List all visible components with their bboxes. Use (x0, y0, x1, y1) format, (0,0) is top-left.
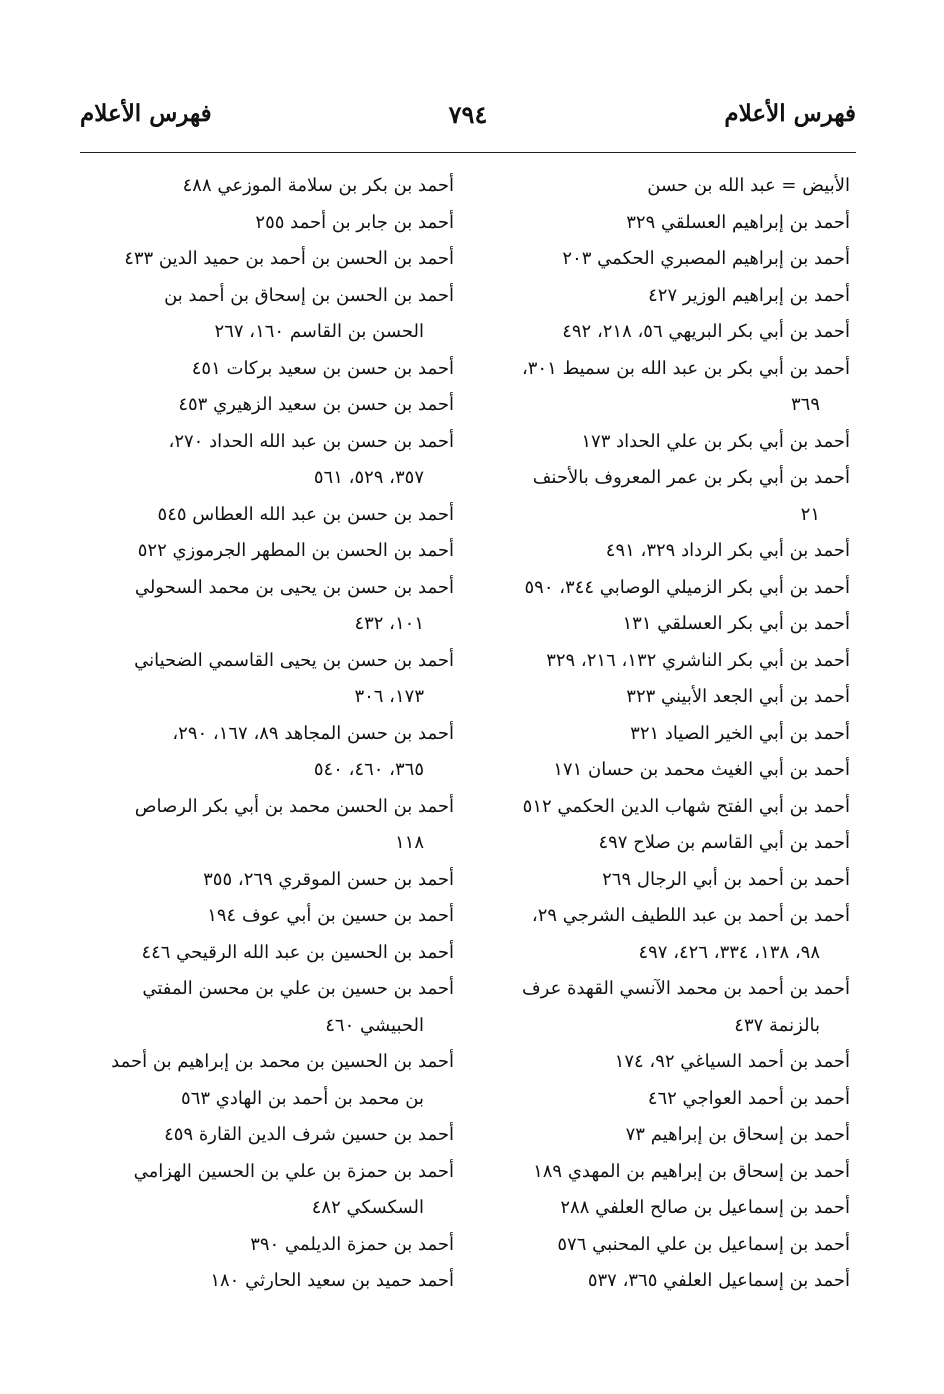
index-entry: أحمد بن حسن المجاهد ٨٩، ١٦٧، ٢٩٠، (172, 722, 454, 744)
index-entry-continuation: الحسن بن القاسم ١٦٠، ٢٦٧ (214, 321, 424, 342)
index-entry: أحمد بن أبي الغيث محمد بن حسان ١٧١ (553, 759, 850, 780)
index-entry: أحمد بن إسحاق بن إبراهيم بن المهدي ١٨٩ (533, 1160, 850, 1182)
index-entry-continuation: ٣٦٩ (790, 394, 820, 415)
index-entry: أحمد بن حسن بن يحيى القاسمي الضحياني (134, 649, 454, 671)
page-header (80, 100, 856, 144)
index-entry: أحمد بن الحسن بن المطهر الجرموزي ٥٢٢ (137, 540, 454, 561)
index-entry: أحمد بن الحسين بن محمد بن إبراهيم بن أحمد (111, 1051, 454, 1072)
index-entry: أحمد بن حسن بن سعيد بركات ٤٥١ (191, 357, 454, 379)
index-entry-continuation: ١٠١، ٤٣٢ (354, 613, 424, 634)
index-entry: أحمد بن أحمد بن محمد الآنسي القهدة عرف (522, 978, 850, 999)
index-entry: أحمد بن أبي القاسم بن صلاح ٤٩٧ (598, 832, 850, 853)
index-entry: أحمد بن إبراهيم المصبري الحكمي ٢٠٣ (562, 248, 850, 269)
index-entry: أحمد بن الحسن بن أحمد بن حميد الدين ٤٣٣ (124, 248, 454, 269)
index-entry-continuation: ١١٨ (394, 832, 424, 853)
index-entry: أحمد بن أبي بكر الزميلي الوصابي ٣٤٤، ٥٩٠ (524, 576, 850, 598)
index-entry: أحمد بن أبي الجعد الأبيني ٣٢٣ (626, 686, 850, 707)
index-entry: أحمد بن جابر بن أحمد ٢٥٥ (255, 211, 454, 233)
index-entry: أحمد بن حسين شرف الدين القارة ٤٥٩ (164, 1124, 454, 1145)
index-entry: أحمد بن أبي بكر بن علي الحداد ١٧٣ (581, 430, 850, 452)
index-entry: أحمد بن إسحاق بن إبراهيم ٧٣ (625, 1124, 850, 1145)
index-entry: أحمد بن بكر بن سلامة الموزعي ٤٨٨ (182, 175, 454, 196)
index-entry: أحمد بن حمزة بن علي بن الحسين الهزامي (133, 1160, 454, 1182)
index-entry: أحمد بن أحمد بن عبد اللطيف الشرجي ٢٩، (531, 905, 850, 926)
index-entry: أحمد بن أبي بكر بن عمر المعروف بالأحنف (532, 467, 850, 488)
page-number: ٧٩٤ (448, 100, 488, 129)
index-entry: أحمد بن حسن بن يحيى بن محمد السحولي (134, 576, 454, 598)
index-entry-continuation: ٢١ (800, 503, 820, 525)
index-entry: أحمد بن حسن بن عبد الله العطاس ٥٤٥ (157, 503, 454, 525)
index-entry: أحمد بن إبراهيم الوزير ٤٢٧ (648, 284, 850, 306)
index-entry: أحمد بن حمزة الديلمي ٣٩٠ (250, 1233, 454, 1255)
header-title-left: فهرس الأعلام (80, 100, 212, 127)
index-entry: أحمد بن أبي بكر العسلقي ١٣١ (622, 613, 850, 634)
index-entry: أحمد بن حسن بن سعيد الزهيري ٤٥٣ (178, 394, 454, 415)
index-entry: أحمد بن إسماعيل بن علي المحنبي ٥٧٦ (557, 1233, 850, 1255)
index-entry-continuation: ٣٦٥، ٤٦٠، ٥٤٠ (313, 759, 424, 780)
index-entry-continuation: بن محمد بن أحمد بن الهادي ٥٦٣ (181, 1087, 424, 1109)
index-entry: أحمد بن حسين بن أبي عوف ١٩٤ (207, 905, 454, 926)
index-entry: أحمد بن الحسين بن عبد الله الرقيحي ٤٤٦ (141, 941, 454, 963)
index-entry: أحمد بن أبي بكر البريهي ٥٦، ٢١٨، ٤٩٢ (562, 321, 850, 342)
index-entry-continuation: ٣٥٧، ٥٢٩، ٥٦١ (313, 467, 424, 488)
index-entry: أحمد بن الحسن بن إسحاق بن أحمد بن (164, 284, 454, 306)
index-entry-continuation: بالزنمة ٤٣٧ (734, 1014, 820, 1036)
index-entry: أحمد بن أحمد بن أبي الرجال ٢٦٩ (602, 868, 850, 890)
index-entry: أحمد بن أحمد العواجي ٤٦٢ (647, 1087, 850, 1109)
index-entry-continuation: ٩٨، ١٣٨، ٣٣٤، ٤٢٦، ٤٩٧ (638, 941, 820, 963)
index-entry: أحمد بن حسن بن عبد الله الحداد ٢٧٠، (168, 430, 454, 452)
index-entry: أحمد بن أبي بكر الرداد ٣٢٩، ٤٩١ (605, 540, 850, 561)
index-entry: أحمد بن أبي بكر بن عبد الله بن سميط ٣٠١، (521, 357, 850, 379)
index-entry: أحمد بن إسماعيل بن صالح العلفي ٢٨٨ (560, 1197, 850, 1218)
index-entry: أحمد بن أحمد السياغي ٩٢، ١٧٤ (614, 1051, 850, 1072)
index-entry: أحمد بن أبي بكر الناشري ١٣٢، ٢١٦، ٣٢٩ (546, 649, 850, 671)
header-title-right: فهرس الأعلام (724, 100, 856, 127)
index-column-right (470, 168, 850, 1300)
index-entry: أحمد بن حسين بن علي بن محسن المفتي (142, 978, 454, 999)
index-entry-continuation: السكسكي ٤٨٢ (311, 1197, 424, 1218)
index-entry: أحمد بن أبي الفتح شهاب الدين الحكمي ٥١٢ (522, 795, 850, 817)
index-entry: أحمد بن الحسن محمد بن أبي بكر الرصاص (134, 795, 454, 817)
index-entry: أحمد بن إبراهيم العسلقي ٣٢٩ (626, 211, 850, 233)
index-entry: الأبيض = عبد الله بن حسن (647, 175, 850, 196)
index-entry: أحمد بن أبي الخير الصياد ٣٢١ (630, 722, 850, 744)
header-rule (80, 152, 856, 153)
index-entry: أحمد بن حسن الموقري ٢٦٩، ٣٥٥ (203, 868, 454, 890)
index-entry: أحمد حميد بن سعيد الحارثي ١٨٠ (210, 1270, 454, 1291)
index-column-left (82, 168, 454, 1300)
index-entry: أحمد بن إسماعيل العلفي ٣٦٥، ٥٣٧ (587, 1270, 850, 1291)
index-entry-continuation: الحبيشي ٤٦٠ (325, 1014, 424, 1036)
index-entry-continuation: ١٧٣، ٣٠٦ (354, 686, 424, 707)
